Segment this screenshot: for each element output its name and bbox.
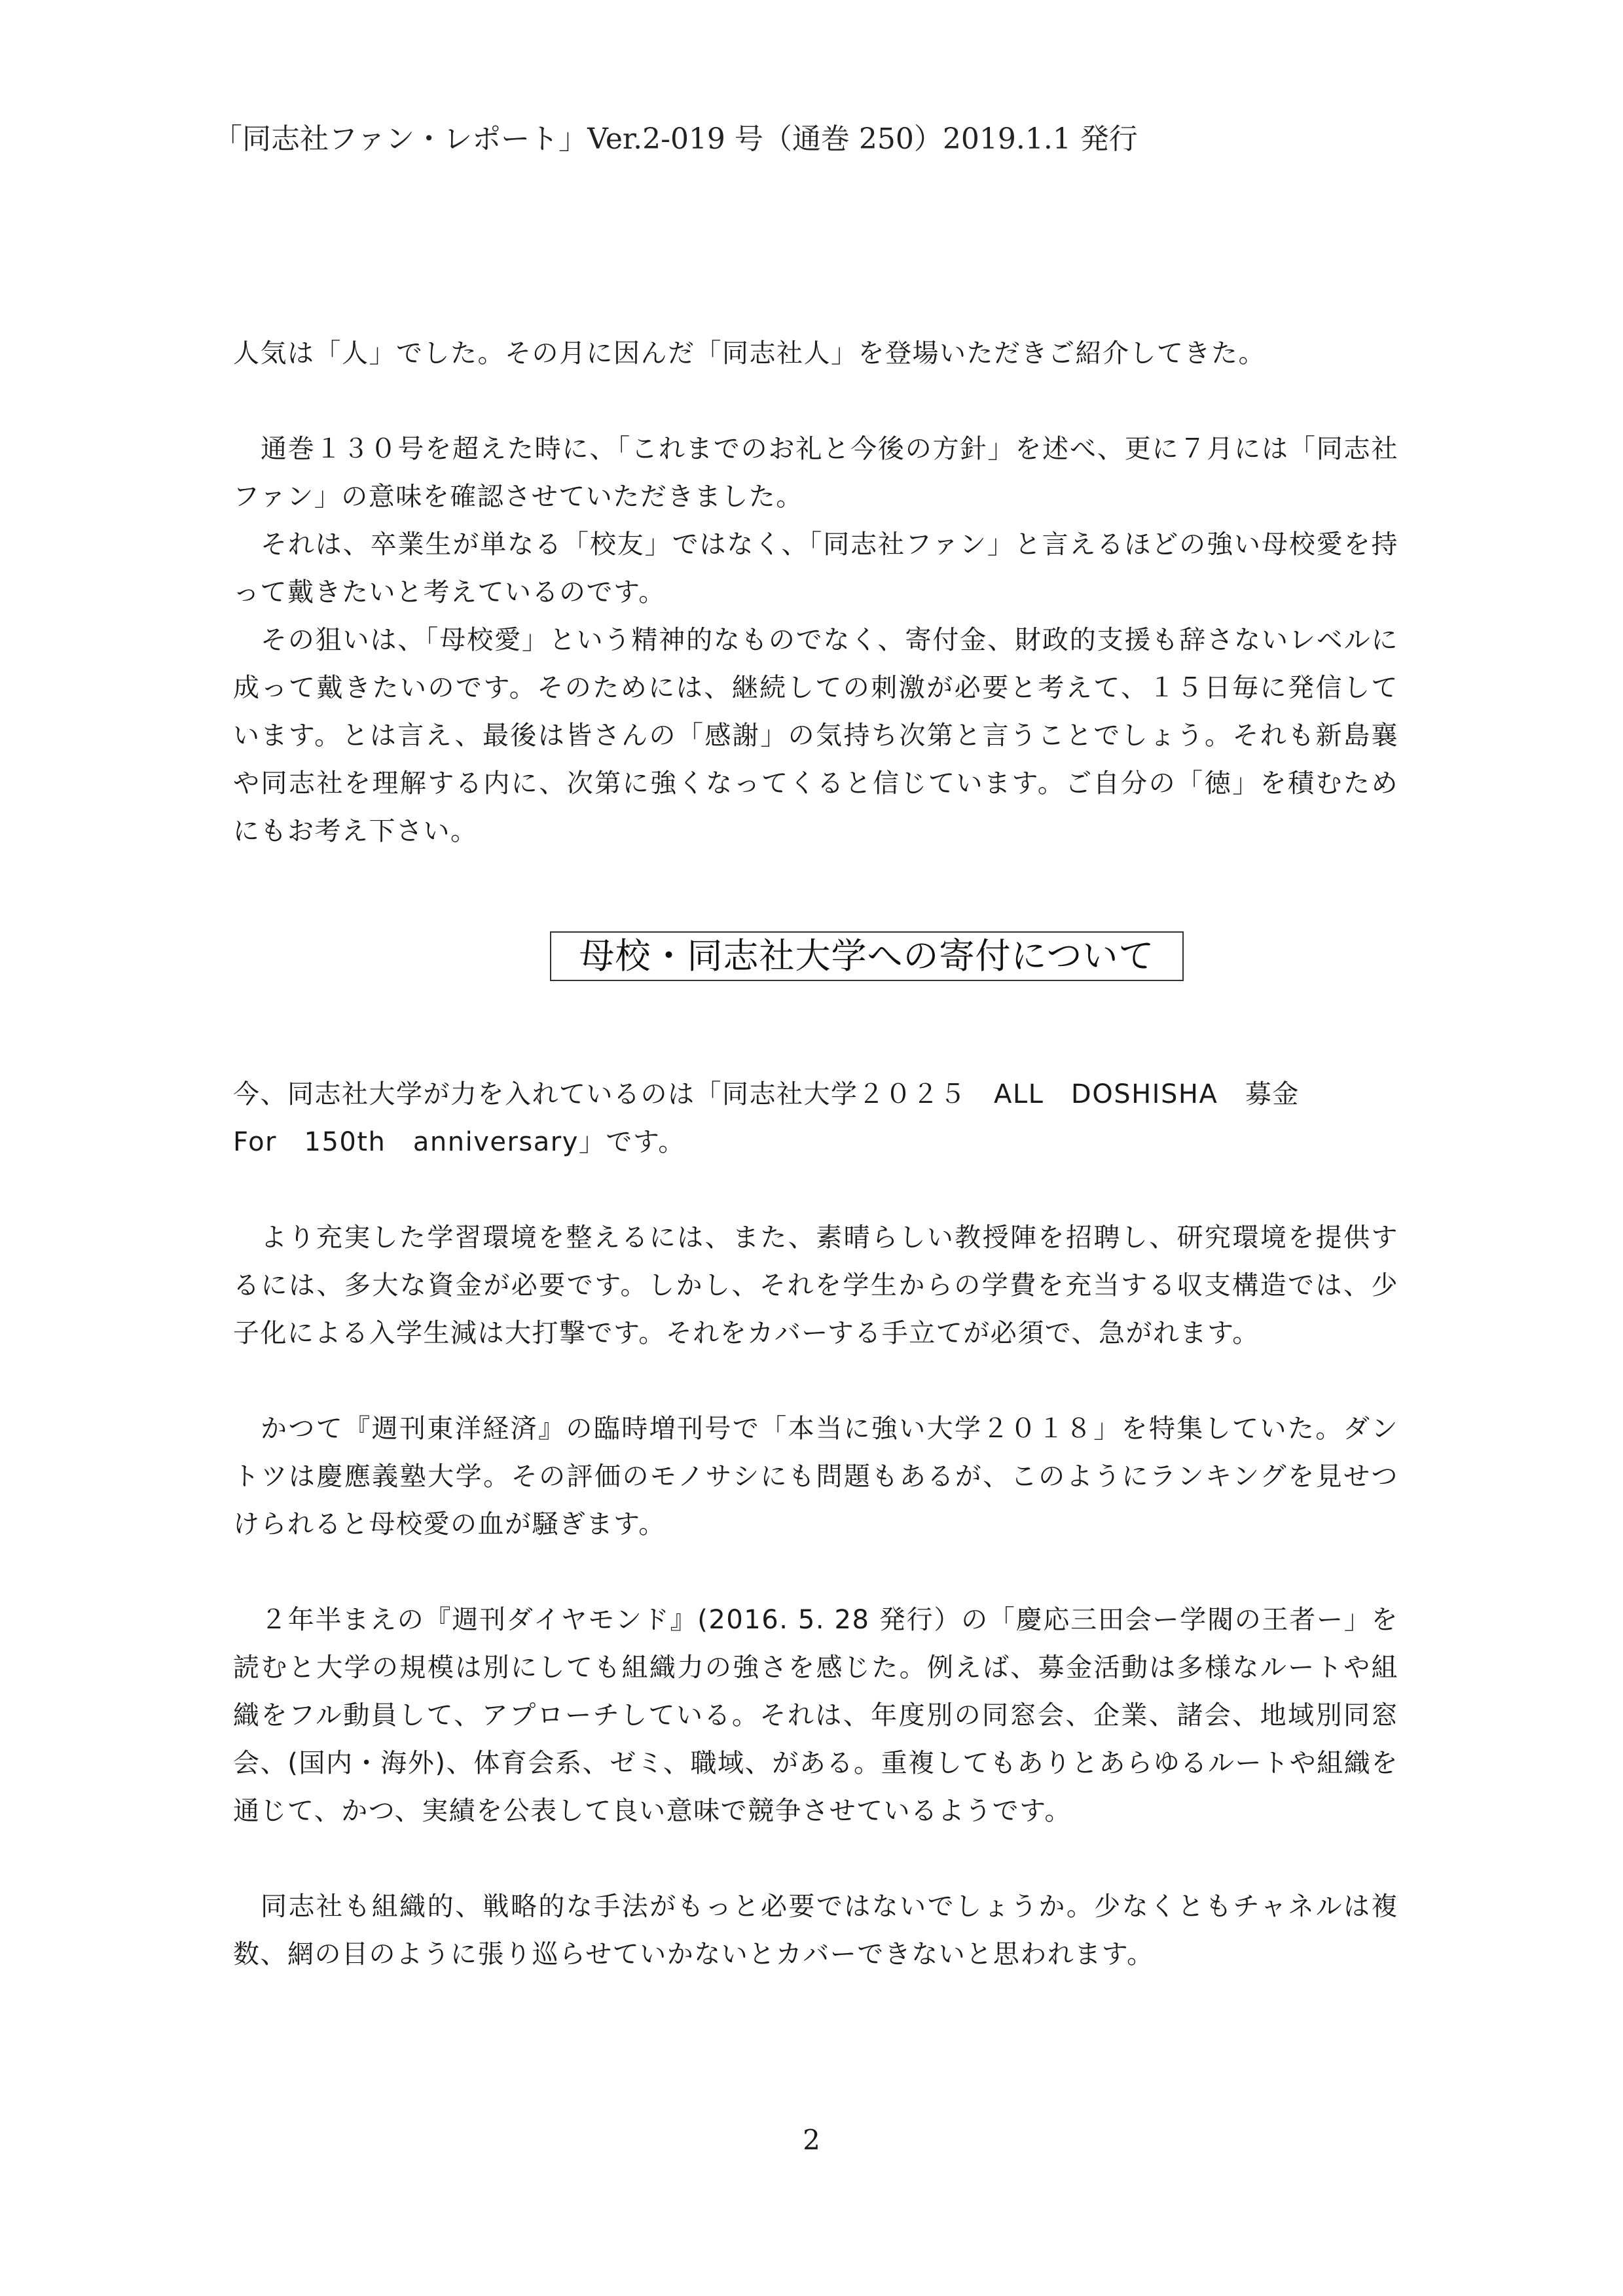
main-paragraph-3: かつて『週刊東洋経済』の臨時増刊号で「本当に強い大学２０１８」を特集していた。ダントツは慶應義塾大学。その評価のモノサシにも問題もあるが、このようにランキングを見せつけられると母校愛の血が騒ぎます。 <box>233 1414 1398 1539</box>
blank-line <box>233 1357 1398 1405</box>
section-heading-box: 母校・同志社大学への寄付について <box>550 931 1184 981</box>
newsletter-header: 「同志社ファン・レポート」Ver.2-019 号（通巻 250）2019.1.1 発行 <box>213 122 1138 156</box>
intro-paragraph-3: それは、卒業生が単なる「校友」ではなく、「同志社ファン」と言えるほどの強い母校愛を持って戴きたいと考えているのです。 <box>233 529 1398 607</box>
blank-line <box>233 1549 1398 1596</box>
intro-paragraph-2: 通巻１３０号を超えた時に、「これまでのお礼と今後の方針」を述べ、更に７月には「同志社ファン」の意味を確認させていただきました。 <box>233 434 1398 512</box>
main-paragraph-1-line-1: 今、同志社大学が力を入れているのは「同志社大学２０２５ ALL DOSHISHA 募金 <box>233 1079 1300 1109</box>
intro-paragraph-1: 人気は「人」でした。その月に因んだ「同志社人」を登場いただきご紹介してきた。 <box>233 338 1266 368</box>
blank-line <box>233 1166 1398 1214</box>
intro-section <box>233 330 1398 855</box>
intro-paragraph-4: その狙いは、「母校愛」という精神的なものでなく、寄付金、財政的支援も辞さないレベルに成って戴きたいのです。そのためには、継続しての刺激が必要と考えて、１５日毎に発信しています。とは言え、最後は皆さんの「感謝」の気持ち次第と言うことでしょう。それも新島襄や同志社を理解する内に、次第に強くなってくると信じています。ご自分の「徳」を積むためにもお考え下さい。 <box>233 625 1398 846</box>
main-paragraph-1-line-2: For 150th anniversary」です。 <box>233 1127 685 1157</box>
main-section <box>233 1071 1398 1979</box>
main-paragraph-5: 同志社も組織的、戦略的な手法がもっと必要ではないでしょうか。少なくともチャネルは複数、網の目のように張り巡らせていかないとカバーできないと思われます。 <box>233 1892 1398 1969</box>
blank-line <box>233 1835 1398 1883</box>
page-number: 2 <box>803 2124 820 2156</box>
main-paragraph-4: ２年半まえの『週刊ダイヤモンド』(2016. 5. 28 発行）の「慶応三田会ー学閥の王者ー」を読むと大学の規模は別にしても組織力の強さを感じた。例えば、募金活動は多様なルートや組織をフル動員して、アプローチしている。それは、年度別の同窓会、企業、諸会、地域別同窓会、(国内・海外)、体育会系、ゼミ、職域、がある。重複してもありとあらゆるルートや組織を通じて、かつ、実績を公表して良い意味で競争させているようです。 <box>233 1605 1398 1826</box>
main-paragraph-2: より充実した学習環境を整えるには、また、素晴らしい教授陣を招聘し、研究環境を提供するには、多大な資金が必要です。しかし、それを学生からの学費を充当する収支構造では、少子化による入学生減は大打撃です。それをカバーする手立てが必須で、急がれます。 <box>233 1223 1398 1348</box>
blank-line <box>233 378 1398 425</box>
